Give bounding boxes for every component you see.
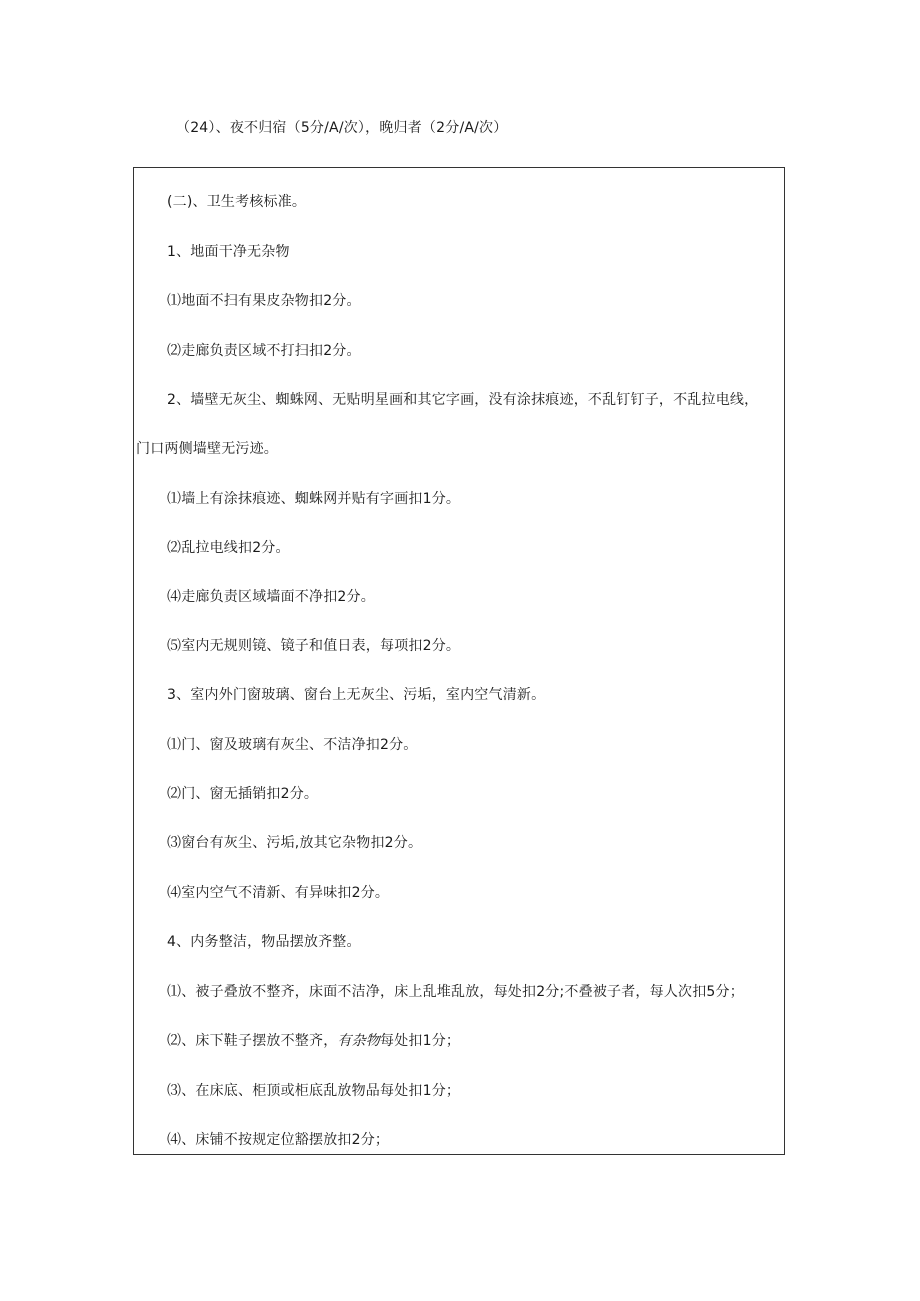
criterion-3-4: ⑷室内空气不清新、有异味扣2分。: [167, 885, 390, 901]
criterion-2-4: ⑷走廊负责区域墙面不净扣2分。: [167, 589, 375, 605]
criterion-3-1: ⑴门、窗及玻璃有灰尘、不洁净扣2分。: [167, 737, 418, 753]
criterion-4-4: ⑷、床铺不按规定位豁摆放扣2分；: [167, 1132, 390, 1148]
criterion-4-2-end: 每处扣1分；: [380, 1033, 461, 1049]
criterion-3-3: ⑶窗台有灰尘、污垢,放其它杂物扣2分。: [167, 835, 423, 851]
criterion-2-5: ⑸室内无规则镜、镜子和值日表，每项扣2分。: [167, 638, 461, 654]
criterion-2-line-1: 2、墙壁无灰尘、蜘蛛网、无贴明星画和其它字画，没有涂抹痕迹，不乱钉钉子，不乱拉电线，: [167, 392, 759, 408]
criterion-4-2: [167, 1031, 460, 1051]
criterion-2-line-2: 门口两侧墙壁无污迹。: [136, 441, 278, 457]
criterion-3-2: ⑵门、窗无插销扣2分。: [167, 786, 319, 802]
criterion-4-2-start: ⑵、床下鞋子摆放不整齐，: [167, 1033, 338, 1049]
criterion-4-3: ⑶、在床底、柜顶或柜底乱放物品每处扣1分；: [167, 1083, 461, 1099]
criterion-4: 4、内务整洁，物品摆放齐整。: [167, 934, 361, 950]
criterion-3: 3、室内外门窗玻璃、窗台上无灰尘、污垢，室内空气清新。: [167, 687, 546, 703]
criterion-2-2: ⑵乱拉电线扣2分。: [167, 540, 290, 556]
intro-line: （24）、夜不归宿（5分/A/次），晚归者（2分/A/次）: [176, 120, 508, 136]
criterion-4-2-emphasis: 有杂物: [337, 1033, 381, 1049]
criterion-2-1: ⑴墙上有涂抹痕迹、蜘蛛网并贴有字画扣1分。: [167, 491, 461, 507]
criteria-table-border: [133, 167, 785, 1155]
criterion-1-1: ⑴地面不扫有果皮杂物扣2分。: [167, 293, 361, 309]
criterion-1: 1、地面干净无杂物: [167, 244, 290, 260]
criterion-1-2: ⑵走廊负责区域不打扫扣2分。: [167, 343, 361, 359]
section-title: (二)、卫生考核标准。: [167, 194, 307, 210]
criterion-4-1: ⑴、被子叠放不整齐，床面不洁净，床上乱堆乱放，每处扣2分;不叠被子者，每人次扣5分；: [167, 984, 744, 1000]
